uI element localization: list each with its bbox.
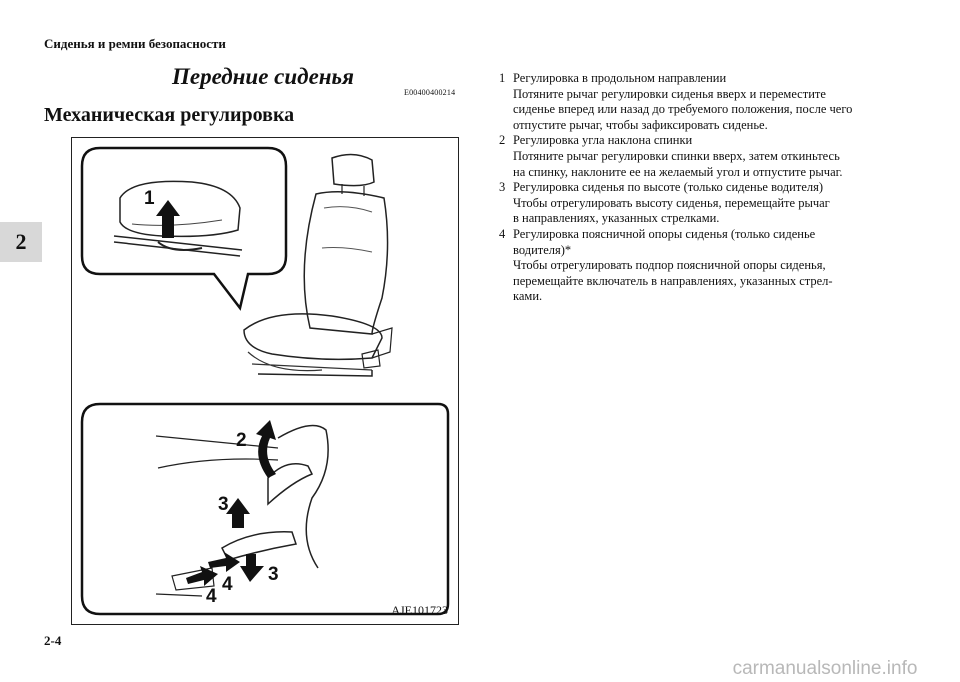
instruction-item [499, 71, 919, 133]
seat-illustration [72, 138, 458, 624]
item-text: перемещайте включатель в направлениях, указанных стрел- [513, 273, 833, 288]
arrow-right-icon-4b [208, 552, 240, 572]
item-number: 4 [499, 226, 506, 241]
item-text: Потяните рычаг регулировки спинки вверх, затем откиньтесь [513, 148, 840, 163]
arrow-recline-icon [256, 420, 276, 478]
callout-1: 1 [144, 188, 155, 209]
instruction-list [499, 71, 919, 305]
item-text: на спинку, наклоните ее на желаемый угол и отпустите рычаг. [513, 164, 843, 179]
item-title: Регулировка угла наклона спинки [513, 133, 693, 148]
callout-2: 2 [236, 430, 247, 451]
arrow-up-icon-3 [226, 498, 250, 528]
item-text: отпустите рычаг, чтобы зафиксировать сиденье. [513, 117, 768, 132]
item-text: Чтобы отрегулировать подпор поясничной опоры сиденья, [513, 258, 826, 273]
seat-rail-sketch [114, 236, 242, 256]
section-title: Передние сиденья [172, 64, 354, 89]
item-text: водителя)* [513, 242, 572, 257]
callout-4: 4 [222, 574, 233, 595]
item-text: ками. [513, 289, 543, 304]
item-text: в направлениях, указанных стрелками. [513, 211, 720, 226]
page-number: 2-4 [44, 633, 62, 648]
item-text: сиденье вперед или назад до требуемого положения, после чего [513, 102, 853, 117]
callout-3: 3 [218, 494, 229, 515]
seat-illustration-figure [71, 137, 459, 625]
detail-bubble-top [82, 148, 286, 308]
item-title: Регулировка в продольном направлении [513, 71, 727, 85]
watermark[interactable]: carmanualsonline.info [690, 656, 960, 682]
cushion-sketch-main [244, 314, 382, 359]
height-lever-sketch [222, 532, 296, 560]
running-header: Сиденья и ремни безопасности [44, 36, 226, 51]
item-number: 3 [499, 180, 506, 195]
callout-3b: 3 [268, 564, 279, 585]
instruction-item [499, 133, 919, 180]
arrow-down-icon-3 [240, 554, 264, 582]
item-title: Регулировка поясничной опоры сиденья (только сиденье [513, 226, 816, 241]
recline-lever-sketch [268, 464, 312, 504]
arrow-up-icon [156, 200, 180, 238]
item-text: Чтобы отрегулировать высоту сиденья, перемещайте рычаг [513, 195, 830, 210]
item-text: Потяните рычаг регулировки сиденья вверх и переместите [513, 86, 826, 101]
seatback-sketch [304, 192, 387, 334]
item-title: Регулировка сиденья по высоте (только сиденье водителя) [513, 180, 824, 195]
cushion-sketch [120, 181, 240, 236]
item-number: 2 [499, 133, 506, 148]
instruction-item [499, 180, 919, 227]
section-code: E00400400214 [404, 88, 456, 97]
item-number: 1 [499, 71, 506, 85]
figure-code: AJE101723 [391, 603, 448, 617]
instruction-item [499, 227, 919, 305]
callout-4b: 4 [206, 586, 217, 607]
headrest-sketch [332, 154, 374, 185]
chapter-tab: 2 [0, 222, 42, 262]
section-subtitle: Механическая регулировка [44, 104, 295, 126]
